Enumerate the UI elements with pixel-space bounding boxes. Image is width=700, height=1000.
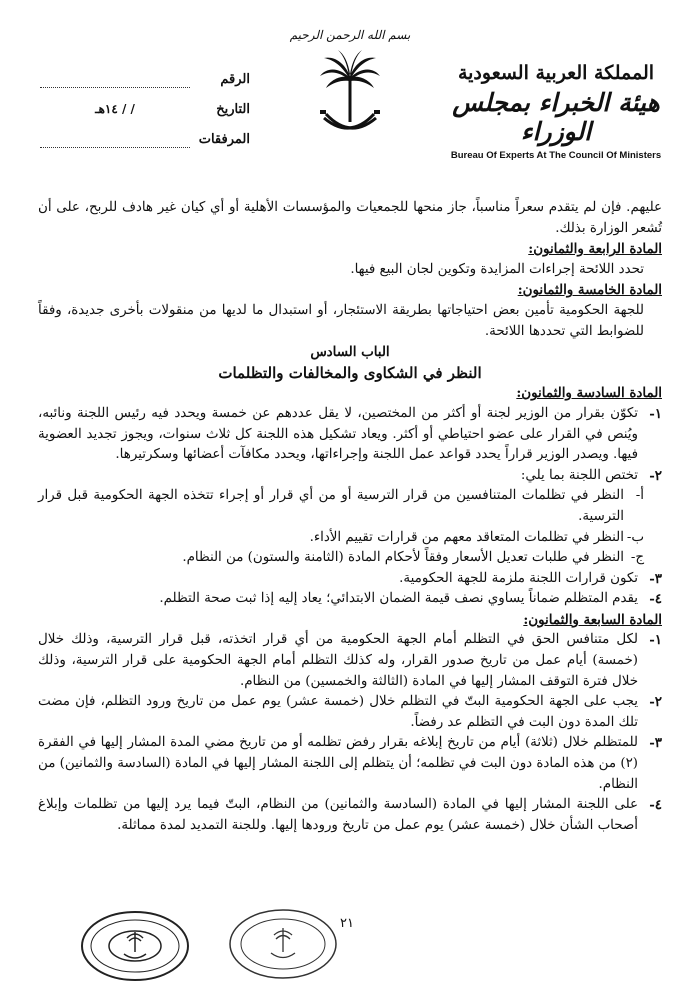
sub-item-text: النظر في تظلمات المتعاقد معهم من قرارات تقييم الأداء. <box>309 529 624 545</box>
sub-item <box>38 548 662 569</box>
list-item <box>38 733 662 795</box>
reference-fields <box>40 64 250 154</box>
field-date-label: التاريخ <box>216 101 250 117</box>
sub-item-letter: أ- <box>635 488 644 504</box>
article-84-title: المادة الرابعة والثمانون: <box>528 241 662 258</box>
chapter-title: الباب السادس <box>310 344 390 361</box>
chapter-subtitle: النظر في الشكاوى والمخالفات والتظلمات <box>218 363 482 382</box>
field-number-value <box>40 71 190 88</box>
field-attachments-label: المرفقات <box>198 131 250 147</box>
field-number-label: الرقم <box>220 71 250 87</box>
sub-item-letter: ب- <box>626 529 644 545</box>
field-date-value: / / ١٤هـ <box>95 102 135 116</box>
list-item <box>38 692 662 733</box>
sub-item <box>38 528 662 549</box>
article-85-text: للجهة الحكومية تأمين بعض احتياجاتها بطريقة الاستئجار، أو استبدال ما لديها من منقولات بأخرى جديدة، وفقاً للضوابط التي تحددها اللائحة. <box>38 302 644 339</box>
page-number: ٢١ <box>340 916 354 931</box>
item-text: تكون قرارات اللجنة ملزمة للجهة الحكومية. <box>399 570 638 586</box>
item-number: ٢- <box>649 467 662 484</box>
document-body <box>38 198 662 836</box>
sub-item-letter: ج- <box>630 550 644 566</box>
article-85-title: المادة الخامسة والثمانون: <box>517 282 662 299</box>
item-number: ١- <box>649 632 662 649</box>
item-text: تكوّن بقرار من الوزير لجنة أو أكثر من المختصين، لا يقل عددهم عن خمسة ويحدد فيه رئيس اللجنة ونائبه، ويُنص في القرار على عضو احتياطي أو أكثر. ويعاد تشكيل هذه اللجنة كل ثلاث سنوات، ويجوز تجديد العضوية فيها. ويصدر الوزير قراراً يحدد قواعد عمل اللجنة وإجراءاتها، ويحدد مكافآت أعضائها وسكرتيرها. <box>38 405 638 463</box>
official-seal-icon <box>80 910 190 982</box>
official-seal-icon <box>228 908 338 980</box>
item-text: على اللجنة المشار إليها في المادة (السادسة والثمانين) من النظام، البتّ فيما يرد إليها من تظلمات وإبلاغ أصحاب الشأن خلال (خمسة عشر) يوم عمل من تاريخ ورودها إليها. وللجنة التمديد لمدة مماثلة. <box>38 797 638 833</box>
basmala: بسم الله الرحمن الرحيم <box>289 28 411 42</box>
article-87-title: المادة السابعة والثمانون: <box>523 611 662 628</box>
list-item <box>38 795 662 836</box>
item-text: تختص اللجنة بما يلي: <box>520 467 638 483</box>
kingdom-name: المملكة العربية السعودية <box>457 62 655 84</box>
item-number: ٣- <box>649 735 662 752</box>
field-attachments-value <box>40 131 190 148</box>
item-text: لكل متنافس الحق في التظلم أمام الجهة الحكومية من أي قرار اتخذته، قبل قرار الترسية، وذلك خلال (خمسة) أيام عمل من تاريخ صدور القرار، وله كذلك التظلم أمام الجهة الحكومية على قرار الترسية، وذلك خلال فترة التوقف المشار إليها في المادة (الثالثة والخمسين) من النظام. <box>38 632 638 689</box>
item-text: يقدم المتظلم ضماناً يساوي نصف قيمة الضمان الابتدائي؛ يعاد إليه إذا ثبت صحة التظلم. <box>159 591 638 607</box>
item-number: ٢- <box>649 694 662 711</box>
list-item <box>38 466 662 487</box>
list-item <box>38 589 662 610</box>
list-item <box>38 404 662 466</box>
sub-item <box>38 486 662 527</box>
sub-item-text: النظر في تظلمات المتنافسين من قرار الترسية أو من أي قرار أو إجراء تتخذه الجهة الحكومية قبل قرار الترسية. <box>38 488 624 524</box>
header-organization <box>446 62 666 161</box>
item-number: ٤- <box>649 591 662 608</box>
paragraph-continuation: عليهم. فإن لم يتقدم سعراً مناسباً، جاز منحها للجمعيات والمؤسسات الأهلية أو أي كيان غير هادف للربح، على أن تُشعر الوزارة بذلك. <box>38 200 662 236</box>
item-number: ١- <box>649 405 662 422</box>
item-text: يجب على الجهة الحكومية البتّ في التظلم خلال (خمسة عشر) يوم عمل من تاريخ ورود التظلم، فإن مضت تلك المدة دون البت في التظلم عد رفضاً. <box>38 694 638 730</box>
sub-item-text: النظر في طلبات تعديل الأسعار وفقاً لأحكام المادة (الثامنة والستون) من النظام. <box>182 550 624 566</box>
bureau-name-english: Bureau Of Experts At The Council Of Ministers <box>450 150 662 161</box>
item-text: للمتظلم خلال (ثلاثة) أيام من تاريخ إبلاغه بقرار رفض تظلمه أو من تاريخ مضي المدة المشار إليها في الفقرة (٢) من هذه المادة دون البت في تظلمه؛ أن يتظلم إلى اللجنة المشار إليها في المادة (السادسة والثمانين) من النظام. <box>38 735 638 792</box>
field-attachments <box>40 124 250 154</box>
palm-swords-emblem-icon <box>318 48 382 144</box>
list-item <box>38 569 662 590</box>
field-number <box>40 64 250 94</box>
item-number: ٤- <box>649 797 662 814</box>
item-number: ٣- <box>649 570 662 587</box>
bureau-name-arabic: هيئة الخبراء بمجلس الوزراء <box>452 88 660 146</box>
article-86-title: المادة السادسة والثمانون: <box>516 385 662 402</box>
article-84-text: تحدد اللائحة إجراءات المزايدة وتكوين لجان البيع فيها. <box>350 261 644 277</box>
list-item <box>38 630 662 692</box>
field-date <box>40 94 250 124</box>
